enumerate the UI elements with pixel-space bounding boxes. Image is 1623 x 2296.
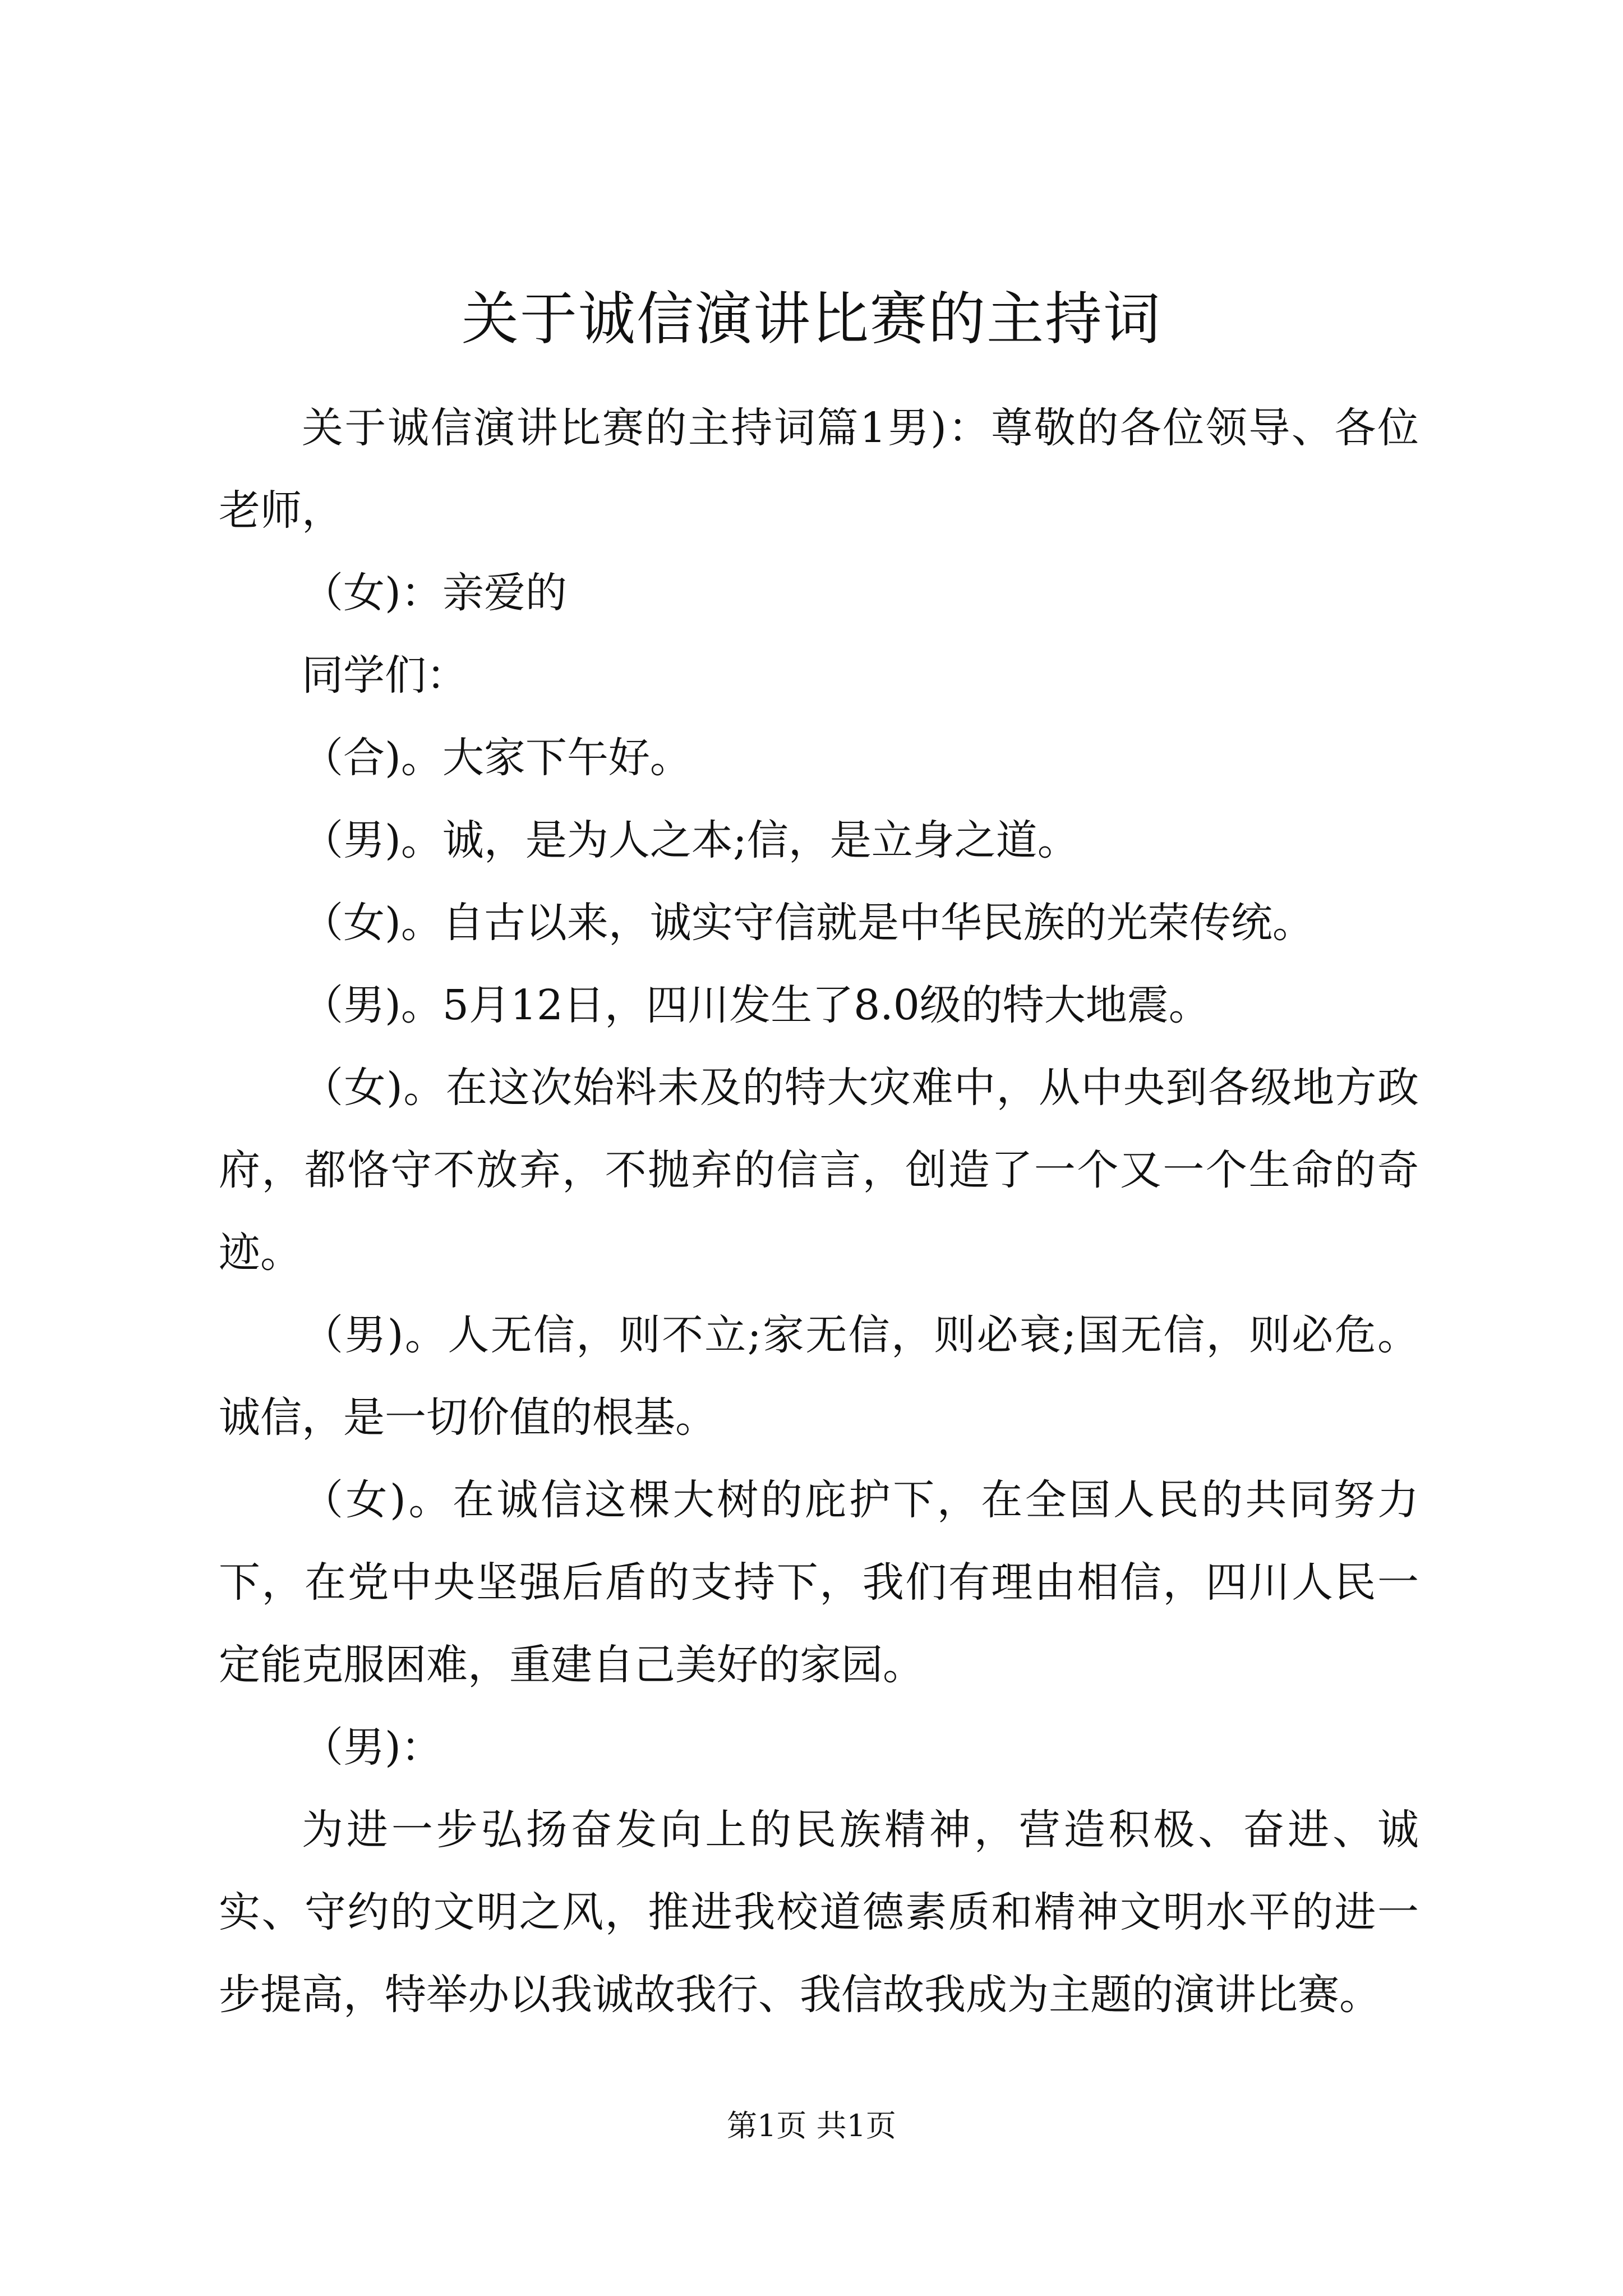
paragraph: （女)。自古以来，诚实守信就是中华民族的光荣传统。 (302, 899, 1314, 947)
paragraph: （女)：亲爱的 (302, 569, 567, 617)
paragraph: 同学们： (302, 651, 468, 700)
document-title: 关于诚信演讲比赛的主持词 (462, 286, 1161, 353)
document-body (219, 387, 1419, 2036)
paragraph: 关于诚信演讲比赛的主持词篇1男)：尊敬的各位领导、各位老师， (219, 404, 1419, 535)
paragraph: （女)。在诚信这棵大树的庇护下，在全国人民的共同努力下，在党中央坚强后盾的支持下，我们有理由相信，四川人民一定能克服困难，重建自己美好的家园。 (219, 1476, 1419, 1689)
paragraph: 为进一步弘扬奋发向上的民族精神，营造积极、奋进、诚实、守约的文明之风，推进我校道德素质和精神文明水平的进一步提高，特举办以我诚故我行、我信故我成为主题的演讲比赛。 (219, 1806, 1419, 2019)
paragraph: （合)。大家下午好。 (302, 734, 691, 782)
paragraph: （男)。人无信，则不立;家无信，则必衰;国无信，则必危。诚信，是一切价值的根基。 (219, 1311, 1419, 1442)
paragraph: （女)。在这次始料未及的特大灾难中，从中央到各级地方政府，都恪守不放弃，不抛弃的信言，创造了一个又一个生命的奇迹。 (219, 1064, 1419, 1277)
paragraph: （男)： (302, 1723, 442, 1772)
paragraph: （男)。诚，是为人之本;信，是立身之道。 (302, 816, 1079, 864)
paragraph: （男)。5月12日，四川发生了8.0级的特大地震。 (302, 981, 1210, 1029)
page-footer: 第1页 共1页 (727, 2108, 896, 2143)
